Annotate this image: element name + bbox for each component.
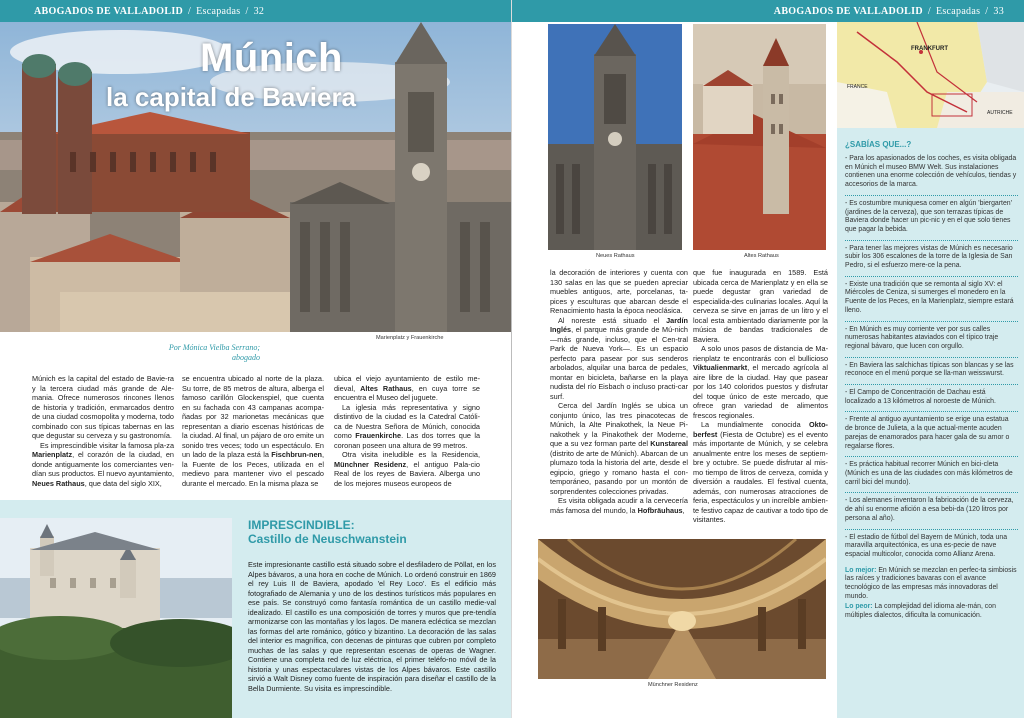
- article-subtitle: la capital de Baviera: [106, 82, 357, 112]
- list-item: - Los alemanes inventaron la fabricación de la cerveza, de ahí su enorme afición a esa bebi-da (120 litros por persona al año).: [845, 493, 1018, 529]
- worst-note: [845, 603, 1018, 620]
- castle-illustration: [0, 518, 232, 718]
- right-column-1: [550, 268, 688, 515]
- box-title: [248, 518, 407, 546]
- left-column-2: [182, 374, 324, 488]
- bold-term: Fischbrun-nen: [271, 450, 322, 459]
- photo-caption: Münchner Residenz: [648, 682, 698, 688]
- paragraph: La iglesia más representativa y signo distintivo de la ciudad es la Catedral Católi-ca de Nuestra Señora de Múnich, conocida como Frauenkirche. Las dos torres que la coronan poseen una altura de 99 metros.: [334, 402, 481, 450]
- bold-term: Frauenkirche: [355, 431, 402, 440]
- paragraph: Múnich es la capital del estado de Bavie-ra y la tercera ciudad más grande de Ale-mania. Ofrece numerosos rincones llenos de historia y tradición, enmarcados dentro de una ciudad cosmopolita y moderna, todo combinado con sus típicas tabernas en las que degustar su cerveza y su gastronomía.: [32, 374, 174, 440]
- best-label: Lo mejor:: [845, 566, 877, 574]
- paragraph: La mundialmente conocida Okto-berfest (Fiesta de Octubre) es el evento más importante de Múnich, y se celebra anualmente entre los meses de septiem-bre y octubre. Se puede disfrutar al mis-mo tiempo de litros de cerveza, comida y diversión a raudales. El festival cuenta, además, con numerosas atracciones de feria, espectáculos y un increíble ambien-te festivo capaz de cautivar a todo tipo de visitantes.: [693, 420, 828, 524]
- header-separator: /: [985, 5, 989, 17]
- map-label: AUTRICHE: [987, 110, 1013, 116]
- did-you-know-sidebar: [837, 128, 1024, 718]
- list-item: - El estadio de fútbol del Bayern de Múnich, toda una maravilla arquitectónica, es una es-pecie de nave espacial multicolor, conocida como Allianz Arena.: [845, 533, 1008, 558]
- photo-caption: Marienplatz y Frauenkirche: [376, 335, 444, 341]
- header-section: Escapadas: [196, 5, 241, 17]
- box-text: [248, 560, 496, 693]
- best-text: En Múnich se mezclan en perfec-ta simbiosis las raíces y tradiciones bavaras con el avance tecnológico de las empresas más innovadoras del mundo.: [845, 566, 1017, 600]
- byline: [100, 343, 260, 363]
- header-separator: /: [927, 5, 931, 17]
- header-section: Escapadas: [935, 5, 981, 17]
- bold-term: Altes Rathaus: [360, 383, 412, 393]
- paragraph: Otra visita ineludible es la Residencia, Münchner Residenz, el antiguo Pala-cio Real de los reyes de Baviera. Alberga uno de los mejores museos europeos de: [334, 450, 480, 488]
- page-number: 33: [993, 5, 1004, 17]
- bold-term: Hofbräuhaus: [637, 505, 683, 515]
- header-separator: /: [245, 5, 249, 17]
- article-title: Múnich: [200, 36, 343, 80]
- right-page: [512, 0, 1024, 718]
- paragraph: Al noreste está situado el Jardín Inglés, el parque más grande de Mú-nich —más grande, incluso, que el Cen-tral Park de Nueva York—. Es un espacio perfecto para pasear por sus senderos arbolados, alquilar una barca de pedales, montar en bicicleta, bañarse en la playa nudista del río Eisbach o incluso practi-car surf.: [550, 315, 688, 401]
- header-bar-left: [0, 0, 512, 22]
- worst-text: La complejidad del idioma ale-mán, con múltiples dialectos, dificulta la comunicación.: [845, 603, 996, 620]
- paragraph: Es imprescindible visitar la famosa pla-za Marienplatz, el corazón de la ciudad, en donde antiguamente los comerciantes ven-dían sus productos. El nuevo ayuntamiento, Neues Rathaus, que data del siglo XIX,: [32, 440, 174, 488]
- list-item: - Para los apasionados de los coches, es visita obligada en Múnich el museo BMW Welt. Sus instalaciones contienen una enorme colección de vehículos, tiendas y accesorios de la marca.: [845, 155, 1018, 196]
- author-name: Por Mónica Vielba Serrano;: [168, 343, 260, 352]
- residenz-photo: [538, 539, 826, 679]
- list-item: - Para tener las mejores vistas de Múnich es necesario subir los 306 escalones de la torre de la Iglesia de San Pedro, si el esfuerzo mere-ce la pena.: [845, 241, 1018, 277]
- list-item: - En Múnich es muy corriente ver por sus calles numerosas habitantes ataviados con el típico traje regional bávaro, que lucen con orgullo.: [845, 322, 1018, 358]
- box-title-line-2: Castillo de Neuschwanstein: [248, 532, 407, 546]
- neues-rathaus-photo: [548, 24, 682, 250]
- left-column-1: [32, 374, 174, 488]
- photo-caption: Neues Rathaus: [596, 253, 635, 259]
- bold-term: Neues Rathaus: [32, 478, 85, 488]
- sidebar-list: [845, 155, 1018, 621]
- paragraph: que fue inaugurada en 1589. Está ubicada cerca de Marienplatz y en ella se puede degustar gran variedad de especialida-des culinarias locales. Aquí la cerveza se sirve en jarras de un litro y el local esta ambientado diariamente por la música de bandas tradicionales de Baviera.: [693, 268, 828, 344]
- bold-term: Münchner Residenz: [334, 459, 407, 469]
- left-column-3: [334, 374, 480, 488]
- paragraph: Cerca del Jardín Inglés se ubica un conjunto único, las tres pinacotecas de Múnich, la Alte Pinakothek, la Neue Pi-nakothek y la Pinakothek der Moderne, que a su vez forman parte del Kunstareal (distrito de arte de Múnich). Abarcan de un plumazo toda la historia del arte, desde el egipcio, griego y romano hasta el con-temporáneo, pasando por un montón de sorprendentes colecciones privadas.: [550, 401, 688, 496]
- worst-label: Lo peor:: [845, 603, 873, 611]
- list-item: - Es costumbre muniquesa comer en algún 'biergarten' (jardines de la cerveza), que son terrazas típicas de Baviera donde hacer un pic-nic y en el que solo tienes que pagar la bebida.: [845, 196, 1018, 241]
- list-item: - Existe una tradición que se remonta al siglo XV: el Miércoles de Ceniza, si sumerges el monedero en la Fuente de los Peces, en la Marienplatz, siempre estará lleno.: [845, 277, 1018, 322]
- best-note: [845, 567, 1018, 602]
- paragraph: la decoración de interiores y cuenta con 130 salas en las que se pueden apreciar muebles antiguos, arte, porcelanas, ta-pices y esculturas que abarcan desde el Renacimiento hasta la época neoclásica.: [550, 268, 688, 315]
- bold-term: Viktualienmarkt: [693, 363, 748, 372]
- paragraph: ubica el viejo ayuntamiento de estilo me-dieval, Altes Rathaus, en cuya torre se encuentra el Museo del juguete.: [334, 374, 480, 402]
- list-item: - El Campo de Concentración de Dachau está localizado a 13 kilómetros al noroeste de Múnich.: [845, 385, 1018, 412]
- page-number: 32: [253, 5, 265, 17]
- bold-term: Jardín Inglés: [550, 315, 688, 334]
- right-column-2: [693, 268, 828, 525]
- header-brand: ABOGADOS DE VALLADOLID: [34, 5, 184, 17]
- paragraph: Este impresionante castillo está situado sobre el desfiladero de Pöllat, en los Alpes bávaros, a una hora en coche de Múnich. Lo ordenó construir en 1869 el rey Luis II de Baviera, apodado 'el Rey Loco'. Es el edificio más fotografiado de Alemania y uno de los destinos turísticos más populares en ese país. Se construyó como fantasía romántica de un castillo medie-val idealizado. El castillo es una composición de torres y muros que pre-tendía armonizarse con las montañas y los lagos. De manera ecléctica se mezclan las formas del arte románico, gótico y bizantino. La decoración de las salas del interior es magnífica, con decenas de pinturas que cubren por completo muchas de las salas y que representan escenas de operas de Wagner. Contiene una completa red de luz eléctrica, el primer teléfo-no móvil de la historia y unas espectaculares vistas de los Alpes bávaros. Este castillo sirvió a Walt Disney como fuente de inspiración para diseñar el castillo de la Bella Durmiente. Su visita es imprescindible.: [248, 560, 496, 693]
- list-item: - En Baviera las salchichas típicas son blancas y se las reconoce en el menú porque se lla-man weisswurst.: [845, 358, 1018, 385]
- box-title-line-1: IMPRESCINDIBLE:: [248, 518, 355, 532]
- neuschwanstein-photo: [0, 518, 232, 718]
- photo-caption: Altes Rathaus: [744, 253, 779, 259]
- altes-rathaus-photo: [693, 24, 826, 250]
- germany-map: [837, 22, 1024, 128]
- header-bar-right: [512, 0, 1024, 22]
- sidebar-title: ¿SABÍAS QUE...?: [845, 140, 912, 149]
- paragraph: se encuentra ubicado al norte de la plaza. Su torre, de 85 metros de altura, alberga el famoso carillón Glockenspiel, que cuenta en su fachada con 43 campanas acompa-ñadas por 32 marionetas mecánicas que representan a diario escenas históricas de la ciudad. Al final, un pájaro de oro emite un sonido tres veces; todo un espectáculo. En un lado de la plaza está la Fischbrun-nen, la Fuente de los Peces, utilizada en el medievo para mantener vivo el pescado durante el mercado. En la misma plaza se: [182, 374, 324, 488]
- neues-rathaus-illustration: [548, 24, 682, 250]
- antiquarium-illustration: [538, 539, 826, 679]
- paragraph: Es visita obligada acudir a la cervecería más famosa del mundo, la Hofbräuhaus,: [550, 496, 688, 515]
- castle-box: [0, 500, 512, 718]
- header-separator: /: [188, 5, 192, 17]
- paragraph: A solo unos pasos de distancia de Ma-rienplatz te encontrarás con el bullicioso Viktualienmarkt, el mercado agrícola al aire libre de la ciudad. Hay que pasear por los 140 coloridos puestos y disfrutar del toque único de este mercado, que ofrece gran variedad de alimentos frescos regionales.: [693, 344, 828, 420]
- map-label: FRANCE: [847, 84, 868, 90]
- header-brand: ABOGADOS DE VALLADOLID: [773, 5, 923, 17]
- author-role: abogado: [232, 353, 260, 362]
- list-item: - Es práctica habitual recorrer Múnich en bici-cleta (Múnich es una de las ciudades con más kilómetros de carril bici del mundo).: [845, 457, 1018, 493]
- bold-term: Marienplatz: [32, 450, 73, 459]
- bold-term: Okto-berfest: [693, 420, 828, 439]
- bold-term: Kunstareal: [650, 439, 688, 448]
- altes-rathaus-illustration: [693, 24, 826, 250]
- list-item: - Frente al antiguo ayuntamiento se erige una estatua de bronce de Julieta, a la que actual-mente acuden parejas de enamorados para hacer gala de su amor o regalarse flores.: [845, 412, 1018, 457]
- map-label: FRANKFURT: [911, 46, 948, 52]
